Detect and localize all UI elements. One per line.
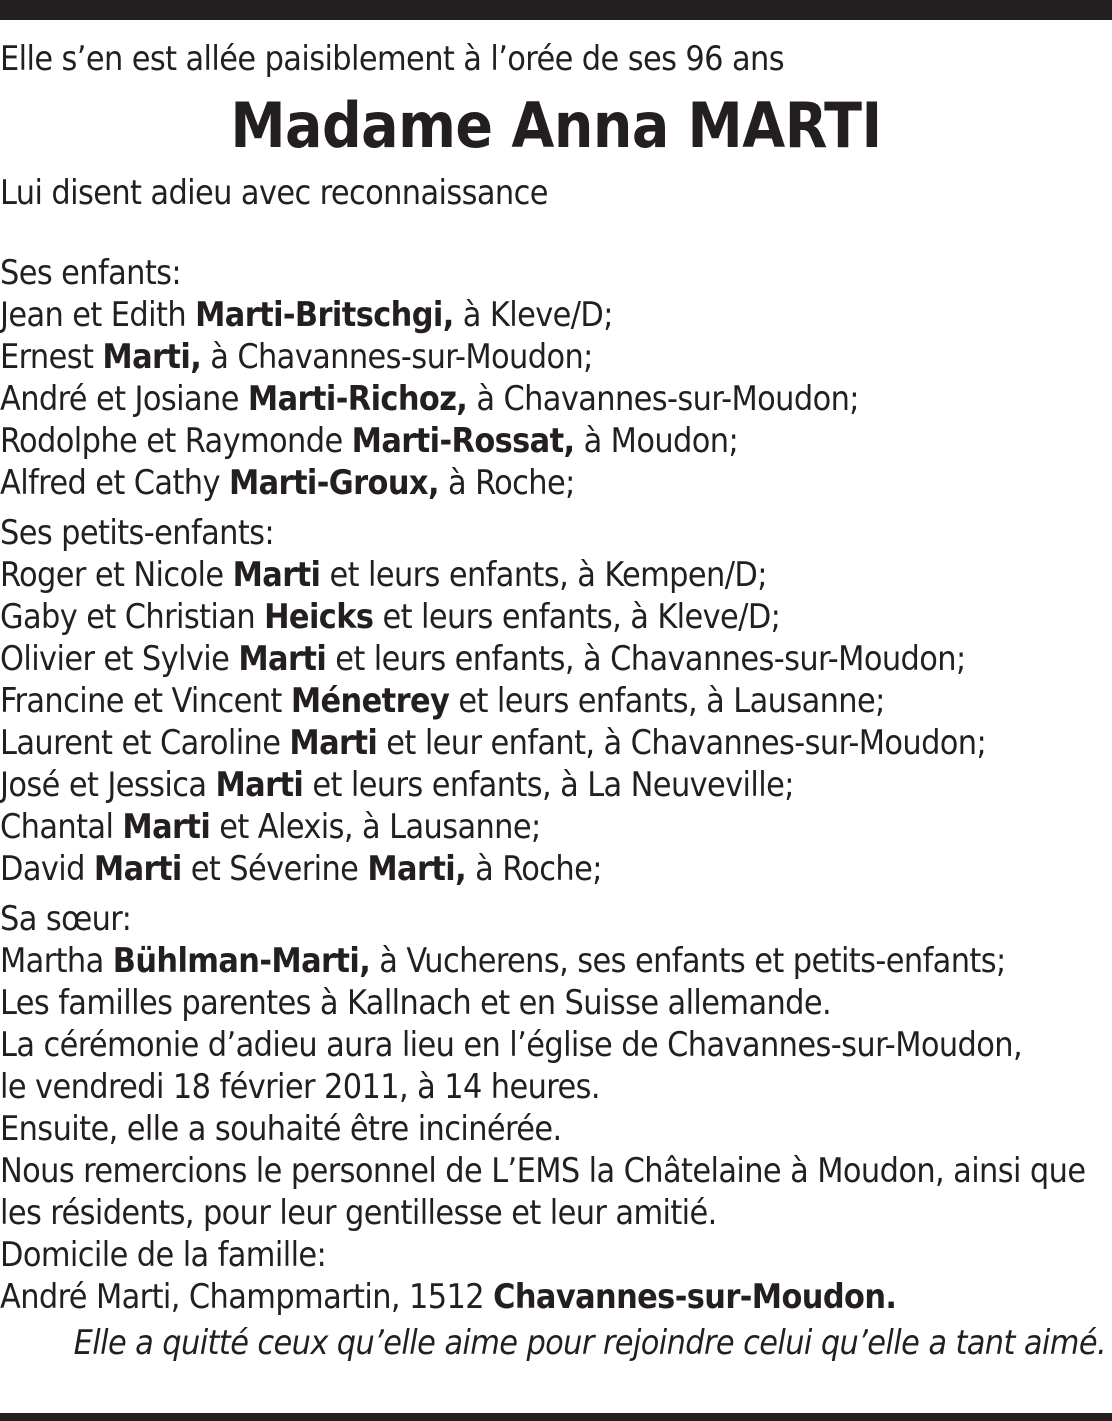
- detail-line: La cérémonie d’adieu aura lieu en l’église de Chavannes-sur-Moudon,: [0, 1025, 1023, 1065]
- sister-heading: Sa sœur:: [0, 899, 132, 939]
- list-item: Roger et Nicole Marti et leurs enfants, à Kempen/D;: [0, 555, 767, 595]
- list-item: David Marti et Séverine Marti, à Roche;: [0, 849, 602, 889]
- children-section: [0, 252, 1112, 504]
- list-item: Jean et Edith Marti-Britschgi, à Kleve/D;: [0, 295, 613, 335]
- grandchildren-section: [0, 512, 1112, 890]
- list-item: Olivier et Sylvie Marti et leurs enfants, à Chavannes-sur-Moudon;: [0, 639, 966, 679]
- detail-line: les résidents, pour leur gentillesse et leur amitié.: [0, 1193, 717, 1233]
- list-item: Gaby et Christian Heicks et leurs enfants, à Kleve/D;: [0, 597, 781, 637]
- list-item: André et Josiane Marti-Richoz, à Chavannes-sur-Moudon;: [0, 379, 859, 419]
- bottom-rule: [0, 1413, 1112, 1421]
- adieu-line: Lui disent adieu avec reconnaissance: [0, 173, 548, 213]
- detail-line: Les familles parentes à Kallnach et en Suisse allemande.: [0, 983, 832, 1023]
- obituary-notice: [0, 38, 1112, 1364]
- list-item: Alfred et Cathy Marti-Groux, à Roche;: [0, 463, 575, 503]
- children-heading: Ses enfants:: [0, 253, 182, 293]
- closing-quote: Elle a quitté ceux qu’elle aime pour rejoindre celui qu’elle a tant aimé.: [73, 1323, 1107, 1363]
- list-item: Chantal Marti et Alexis, à Lausanne;: [0, 807, 541, 847]
- grandchildren-heading: Ses petits-enfants:: [0, 513, 275, 553]
- deceased-name: Madame Anna MARTI: [230, 89, 882, 162]
- sister-section: [0, 898, 1112, 982]
- detail-line: Ensuite, elle a souhaité être incinérée.: [0, 1109, 562, 1149]
- intro-line: Elle s’en est allée paisiblement à l’orée de ses 96 ans: [0, 39, 784, 79]
- list-item: Rodolphe et Raymonde Marti-Rossat, à Moudon;: [0, 421, 739, 461]
- detail-line: Domicile de la famille:: [0, 1235, 327, 1275]
- list-item: Laurent et Caroline Marti et leur enfant, à Chavannes-sur-Moudon;: [0, 723, 987, 763]
- list-item: Francine et Vincent Ménetrey et leurs enfants, à Lausanne;: [0, 681, 885, 721]
- family-address: André Marti, Champmartin, 1512 Chavannes-sur-Moudon.: [0, 1277, 897, 1317]
- top-rule: [0, 0, 1112, 20]
- list-item: Martha Bühlman-Marti, à Vucherens, ses enfants et petits-enfants;: [0, 941, 1006, 981]
- ceremony-details: [0, 982, 1112, 1318]
- list-item: José et Jessica Marti et leurs enfants, à La Neuveville;: [0, 765, 794, 805]
- detail-line: Nous remercions le personnel de L’EMS la Châtelaine à Moudon, ainsi que: [0, 1151, 1086, 1191]
- list-item: Ernest Marti, à Chavannes-sur-Moudon;: [0, 337, 593, 377]
- detail-line: le vendredi 18 février 2011, à 14 heures.: [0, 1067, 600, 1107]
